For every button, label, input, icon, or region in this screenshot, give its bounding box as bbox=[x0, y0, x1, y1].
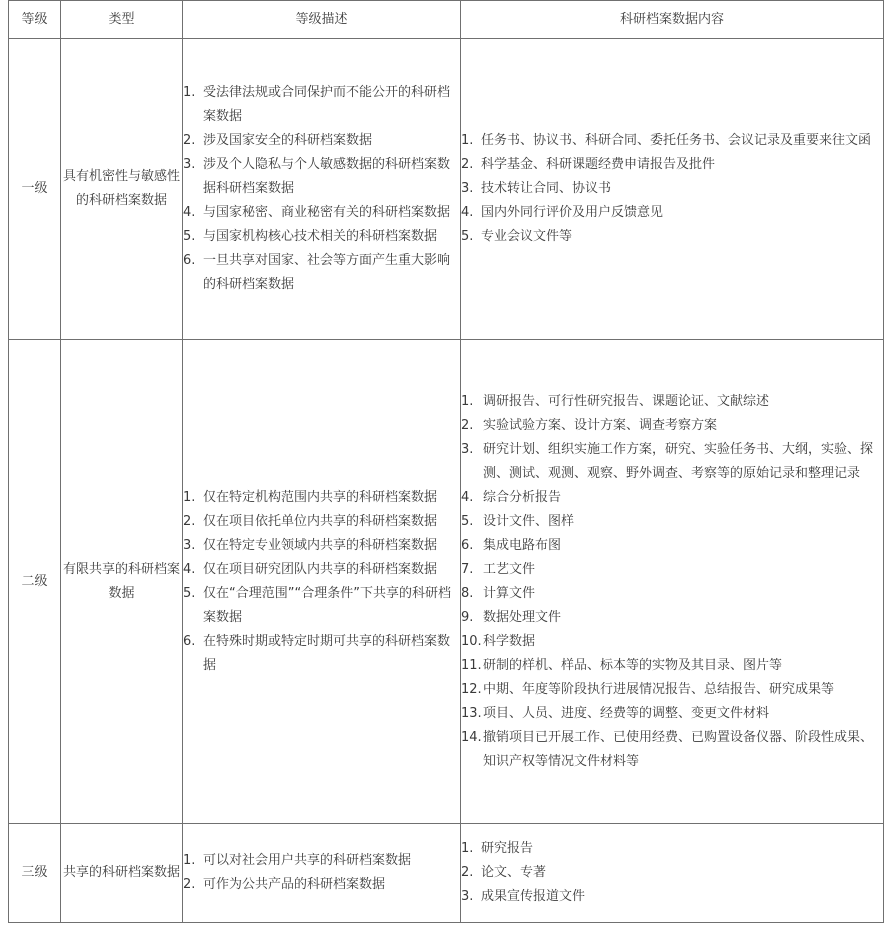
item-text: 集成电路布图 bbox=[483, 537, 562, 553]
item-number: 5. bbox=[183, 585, 196, 601]
item-number: 2. bbox=[183, 877, 196, 892]
list-item bbox=[183, 558, 460, 582]
item-number: 14. bbox=[461, 729, 482, 745]
item-number: 7. bbox=[461, 561, 474, 577]
item-number: 13. bbox=[461, 705, 482, 721]
list-item bbox=[461, 606, 883, 630]
list-item bbox=[461, 201, 883, 225]
item-number: 3. bbox=[461, 889, 474, 904]
item-number: 2. bbox=[461, 865, 474, 880]
item-text: 科学数据 bbox=[483, 633, 536, 649]
item-number: 2. bbox=[183, 513, 196, 529]
data-classification-table bbox=[8, 0, 884, 923]
item-text: 数据处理文件 bbox=[483, 609, 562, 625]
item-text: 综合分析报告 bbox=[483, 489, 562, 505]
list-item bbox=[461, 702, 883, 726]
item-text: 在特殊时期或特定时期可共享的科研档案数据 bbox=[203, 633, 451, 673]
description-cell bbox=[183, 39, 461, 340]
item-text: 仅在特定机构范围内共享的科研档案数据 bbox=[203, 489, 438, 505]
item-text: 论文、专著 bbox=[481, 865, 547, 880]
item-number: 1. bbox=[461, 133, 474, 148]
item-text: 国内外同行评价及用户反馈意见 bbox=[481, 205, 664, 220]
list-item bbox=[461, 534, 883, 558]
list-item bbox=[461, 885, 883, 909]
list-item bbox=[461, 861, 883, 885]
item-number: 4. bbox=[183, 205, 196, 220]
item-text: 科学基金、科研课题经费申请报告及批件 bbox=[481, 157, 716, 172]
list-item bbox=[461, 678, 883, 702]
header-level: 等级 bbox=[9, 1, 61, 39]
item-number: 3. bbox=[461, 441, 474, 457]
list-item bbox=[461, 654, 883, 678]
list-item bbox=[183, 534, 460, 558]
list-item bbox=[461, 582, 883, 606]
list-item bbox=[461, 177, 883, 201]
item-number: 1. bbox=[183, 85, 196, 100]
item-text: 一旦共享对国家、社会等方面产生重大影响的科研档案数据 bbox=[203, 253, 451, 292]
list-item bbox=[183, 510, 460, 534]
item-text: 项目、人员、进度、经费等的调整、变更文件材料 bbox=[483, 705, 770, 721]
item-text: 任务书、协议书、科研合同、委托任务书、会议记录及重要来往文函 bbox=[481, 133, 872, 148]
item-number: 12. bbox=[461, 681, 482, 697]
item-number: 4. bbox=[183, 561, 196, 577]
list-item bbox=[461, 414, 883, 438]
item-text: 仅在“合理范围”“合理条件”下共享的科研档案数据 bbox=[203, 585, 451, 625]
item-text: 计算文件 bbox=[483, 585, 536, 601]
item-text: 与国家秘密、商业秘密有关的科研档案数据 bbox=[203, 205, 451, 220]
description-cell bbox=[183, 824, 461, 923]
list-item bbox=[183, 225, 460, 249]
item-number: 1. bbox=[183, 489, 196, 505]
item-text: 中期、年度等阶段执行进展情况报告、总结报告、研究成果等 bbox=[483, 681, 835, 697]
header-row bbox=[9, 1, 884, 39]
description-list bbox=[183, 81, 460, 297]
content-cell bbox=[461, 824, 884, 923]
list-item bbox=[183, 129, 460, 153]
item-number: 9. bbox=[461, 609, 474, 625]
item-text: 专业会议文件等 bbox=[481, 229, 573, 244]
list-item bbox=[183, 849, 460, 873]
item-number: 5. bbox=[461, 229, 474, 244]
list-item bbox=[183, 81, 460, 129]
type-cell: 具有机密性与敏感性的科研档案数据 bbox=[61, 39, 183, 340]
item-number: 1. bbox=[183, 853, 196, 868]
header-description: 等级描述 bbox=[183, 1, 461, 39]
item-number: 2. bbox=[461, 417, 474, 433]
content-cell bbox=[461, 340, 884, 824]
list-item bbox=[461, 726, 883, 774]
list-item bbox=[461, 558, 883, 582]
content-cell bbox=[461, 39, 884, 340]
item-text: 撤销项目已开展工作、已使用经费、已购置设备仪器、阶段性成果、知识产权等情况文件材料等 bbox=[483, 729, 874, 769]
item-number: 5. bbox=[461, 513, 474, 529]
item-number: 8. bbox=[461, 585, 474, 601]
item-number: 6. bbox=[183, 633, 196, 649]
list-item bbox=[461, 837, 883, 861]
item-text: 实验试验方案、设计方案、调查考察方案 bbox=[483, 417, 718, 433]
item-text: 可作为公共产品的科研档案数据 bbox=[203, 877, 386, 892]
item-text: 设计文件、图样 bbox=[483, 513, 575, 529]
item-number: 4. bbox=[461, 489, 474, 505]
item-text: 研究计划、组织实施工作方案，研究、实验任务书、大纲，实验、探测、测试、观测、观察、野外调查、考察等的原始记录和整理记录 bbox=[483, 441, 874, 481]
item-text: 技术转让合同、协议书 bbox=[481, 181, 612, 196]
table-row-level-2 bbox=[9, 340, 884, 824]
list-item bbox=[461, 438, 883, 486]
item-text: 研制的样机、样品、标本等的实物及其目录、图片等 bbox=[483, 657, 783, 673]
type-cell: 有限共享的科研档案数据 bbox=[61, 340, 183, 824]
item-text: 工艺文件 bbox=[483, 561, 536, 577]
item-text: 成果宣传报道文件 bbox=[481, 889, 586, 904]
item-text: 仅在项目依托单位内共享的科研档案数据 bbox=[203, 513, 438, 529]
list-item bbox=[183, 582, 460, 630]
item-text: 调研报告、可行性研究报告、课题论证、文献综述 bbox=[483, 393, 770, 409]
content-list bbox=[461, 129, 883, 249]
list-item bbox=[183, 201, 460, 225]
content-list bbox=[461, 390, 883, 774]
item-number: 4. bbox=[461, 205, 474, 220]
item-number: 1. bbox=[461, 841, 474, 856]
list-item bbox=[461, 225, 883, 249]
item-text: 与国家机构核心技术相关的科研档案数据 bbox=[203, 229, 438, 244]
description-cell bbox=[183, 340, 461, 824]
list-item bbox=[183, 249, 460, 297]
item-number: 3. bbox=[183, 157, 196, 172]
list-item bbox=[461, 630, 883, 654]
item-number: 1. bbox=[461, 393, 474, 409]
list-item bbox=[461, 510, 883, 534]
item-text: 涉及个人隐私与个人敏感数据的科研档案数据科研档案数据 bbox=[203, 157, 451, 196]
content-list bbox=[461, 837, 883, 909]
list-item bbox=[461, 129, 883, 153]
description-list bbox=[183, 486, 460, 678]
item-number: 6. bbox=[461, 537, 474, 553]
item-text: 仅在特定专业领域内共享的科研档案数据 bbox=[203, 537, 438, 553]
header-type: 类型 bbox=[61, 1, 183, 39]
list-item bbox=[461, 486, 883, 510]
table-row-level-1 bbox=[9, 39, 884, 340]
list-item bbox=[183, 630, 460, 678]
item-number: 2. bbox=[461, 157, 474, 172]
item-number: 11. bbox=[461, 657, 482, 673]
list-item bbox=[461, 390, 883, 414]
description-list bbox=[183, 849, 460, 897]
table-row-level-3 bbox=[9, 824, 884, 923]
type-cell: 共享的科研档案数据 bbox=[61, 824, 183, 923]
item-number: 6. bbox=[183, 253, 196, 268]
item-text: 可以对社会用户共享的科研档案数据 bbox=[203, 853, 412, 868]
level-cell: 二级 bbox=[9, 340, 61, 824]
item-text: 仅在项目研究团队内共享的科研档案数据 bbox=[203, 561, 438, 577]
item-text: 受法律法规或合同保护而不能公开的科研档案数据 bbox=[203, 85, 451, 124]
list-item bbox=[183, 153, 460, 201]
item-number: 3. bbox=[183, 537, 196, 553]
level-cell: 三级 bbox=[9, 824, 61, 923]
item-number: 10. bbox=[461, 633, 482, 649]
level-cell: 一级 bbox=[9, 39, 61, 340]
item-number: 2. bbox=[183, 133, 196, 148]
item-text: 研究报告 bbox=[481, 841, 534, 856]
item-number: 5. bbox=[183, 229, 196, 244]
item-text: 涉及国家安全的科研档案数据 bbox=[203, 133, 373, 148]
list-item bbox=[183, 486, 460, 510]
list-item bbox=[183, 873, 460, 897]
item-number: 3. bbox=[461, 181, 474, 196]
list-item bbox=[461, 153, 883, 177]
header-content: 科研档案数据内容 bbox=[461, 1, 884, 39]
